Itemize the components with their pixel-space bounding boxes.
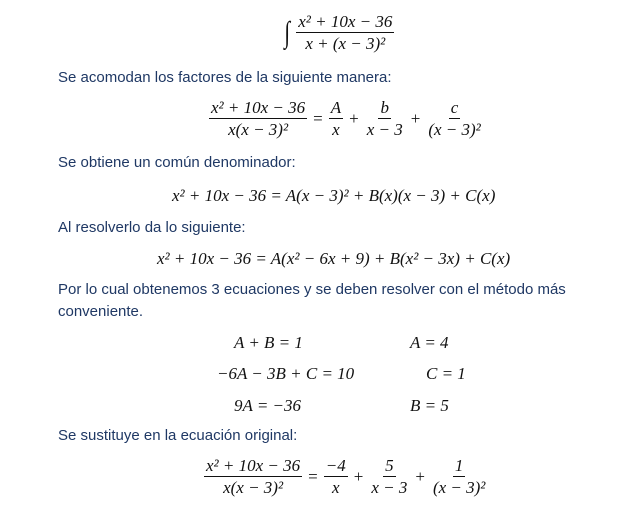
text-substitute: Se sustituye en la ecuación original:	[58, 427, 298, 444]
term1-numerator: −4	[325, 456, 346, 475]
term2-numerator: 5	[385, 456, 394, 475]
result-equation	[201, 456, 490, 497]
integral-sign: ∫	[284, 15, 290, 49]
system-equation-2: −6A − 3B + C = 10	[217, 364, 355, 383]
plus-sign: +	[353, 466, 364, 486]
term1-numerator: A	[330, 98, 342, 117]
lhs-denominator: x(x − 3)²	[223, 478, 284, 497]
term3-numerator: 1	[454, 456, 464, 475]
common-denominator-equation: x² + 10x − 36 = A(x − 3)² + B(x)(x − 3) + C(x)	[172, 186, 496, 205]
plus-sign: +	[415, 466, 425, 486]
lhs-numerator: x² + 10x − 36	[206, 456, 301, 475]
text-common-denominator: Se obtiene un común denominador:	[58, 154, 296, 171]
lhs-numerator: x² + 10x − 36	[211, 98, 306, 117]
equals-sign: =	[313, 108, 323, 128]
partial-fraction-equation	[206, 98, 486, 139]
expanded-equation: x² + 10x − 36 = A(x² − 6x + 9) + B(x² − 3x) + C(x)	[157, 249, 511, 268]
term2-denominator: x − 3	[366, 120, 403, 139]
integral-numerator: x² + 10x − 36	[298, 12, 393, 31]
term3-denominator: (x − 3)²	[428, 120, 481, 139]
integral-denominator: x + (x − 3)²	[305, 34, 386, 53]
integral-fraction	[296, 12, 394, 53]
lhs-denominator: x(x − 3)²	[228, 120, 289, 139]
plus-sign: +	[349, 108, 359, 128]
text-three-equations-line2: conveniente.	[58, 303, 144, 320]
text-arrange-factors: Se acomodan los factores de la siguiente manera:	[58, 69, 392, 86]
term2-denominator: x − 3	[371, 478, 408, 497]
solution-c: C = 1	[426, 364, 466, 383]
term3-numerator: c	[450, 98, 459, 117]
system-equation-3: 9A = −36	[234, 396, 302, 415]
term1-denominator: x	[331, 478, 340, 497]
solution-b: B = 5	[410, 396, 449, 415]
integral-expression	[283, 12, 397, 53]
solution-a: A = 4	[410, 333, 449, 352]
plus-sign: +	[410, 108, 421, 128]
system-equation-1: A + B = 1	[234, 333, 303, 352]
text-solve: Al resolverlo da lo siguiente:	[58, 219, 246, 236]
equals-sign: =	[308, 466, 318, 486]
term1-denominator: x	[332, 120, 340, 139]
term2-numerator: b	[380, 98, 389, 117]
term3-denominator: (x − 3)²	[432, 478, 486, 497]
text-three-equations-line1: Por lo cual obtenemos 3 ecuaciones y se deben resolver con el método más	[58, 281, 566, 298]
